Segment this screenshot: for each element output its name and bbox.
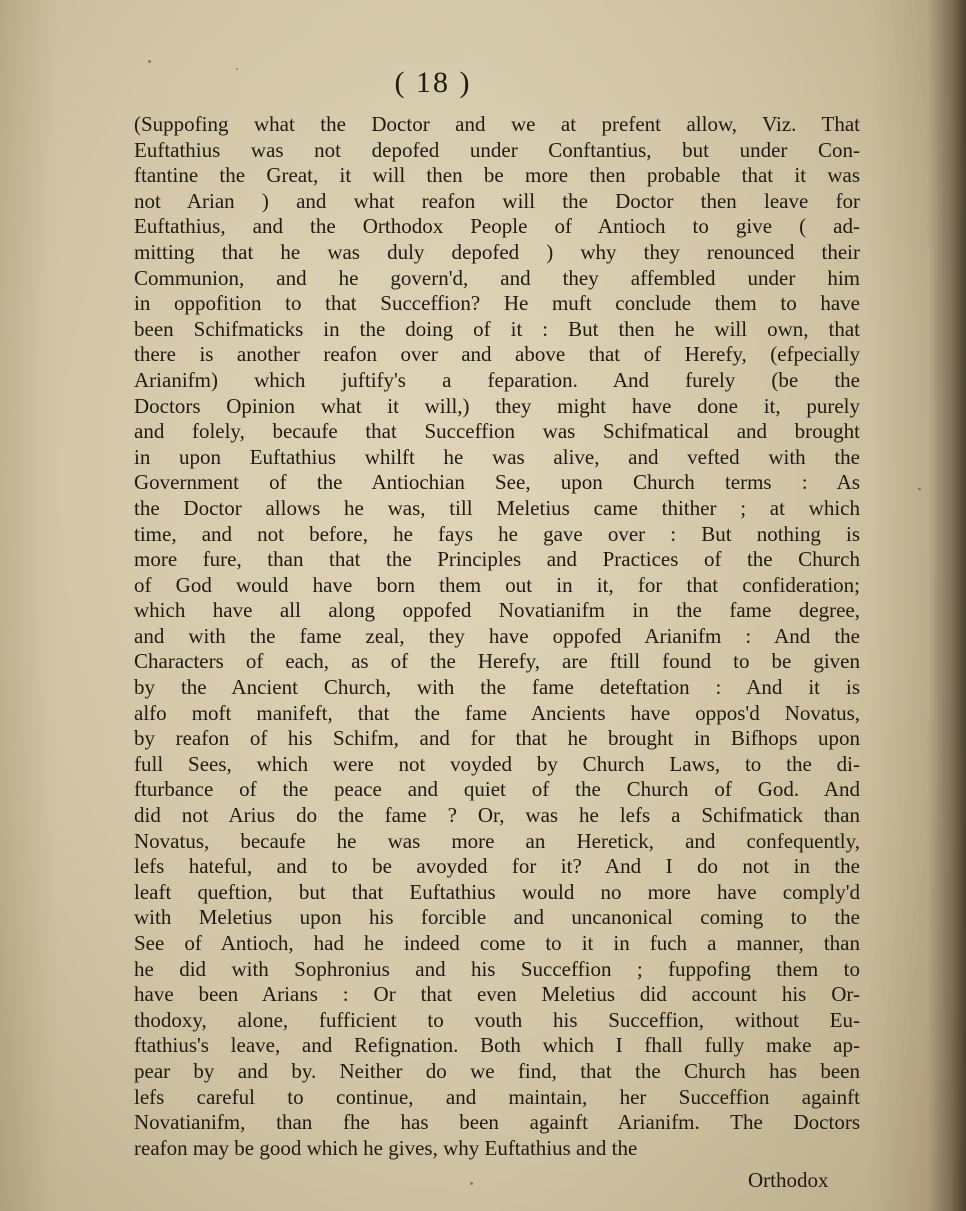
text-line: have been Arians : Or that even Meletius did account his Or-	[134, 982, 860, 1007]
text-line: and folely, becaufe that Succeffion was Schifmatical and brought	[134, 419, 860, 444]
text-line: with Meletius upon his forcible and uncanonical coming to the	[134, 905, 860, 930]
text-line: Doctors Opinion what it will,) they might have done it, purely	[134, 393, 860, 418]
text-line: Government of the Antiochian See, upon Church terms : As	[134, 470, 860, 495]
text-line: time, and not before, he fays he gave over : But nothing is	[134, 521, 860, 546]
text-line: he did with Sophronius and his Succeffion ; fuppofing them to	[134, 956, 860, 981]
text-line: See of Antioch, had he indeed come to it in fuch a manner, than	[134, 931, 860, 955]
text-line: Communion, and he govern'd, and they affembled under him	[134, 265, 860, 290]
text-line: been Schifmaticks in the doing of it : But then he will own, that	[134, 316, 860, 341]
text-line: ftathius's leave, and Refignation. Both which I fhall fully make ap-	[134, 1033, 860, 1058]
text-line: leaft queftion, but that Euftathius would no more have comply'd	[134, 879, 860, 904]
text-line: more fure, than that the Principles and Practices of the Church	[134, 547, 860, 572]
text-line: Characters of each, as of the Herefy, are ftill found to be given	[134, 649, 860, 674]
text-line: the Doctor allows he was, till Meletius came thither ; at which	[134, 495, 860, 520]
text-line: of God would have born them out in it, for that confideration;	[134, 572, 860, 597]
text-line: Novatianifm, than fhe has been againft Arianifm. The Doctors	[134, 1110, 860, 1135]
paper-speck	[236, 68, 238, 70]
text-line: in upon Euftathius whilft he was alive, and vefted with the	[134, 444, 860, 469]
text-line: Euftathius was not depofed under Conftantius, but under Con-	[134, 137, 860, 162]
text-line: and with the fame zeal, they have oppofed Arianifm : And the	[134, 623, 860, 648]
paper-speck	[148, 60, 151, 63]
text-line: mitting that he was duly depofed ) why they renounced their	[134, 239, 860, 264]
text-line: Arianifm) which juftify's a feparation. And furely (be the	[134, 367, 860, 392]
text-line: Novatus, becaufe he was more an Heretick, and confequently,	[134, 828, 860, 853]
text-line: Euftathius, and the Orthodox People of Antioch to give ( ad-	[134, 214, 860, 239]
page-number: ( 18 )	[394, 66, 472, 99]
text-line: lefs hateful, and to be avoyded for it? And I do not in the	[134, 854, 860, 879]
paper-speck	[470, 1182, 473, 1185]
text-line: full Sees, which were not voyded by Church Laws, to the di-	[134, 751, 860, 776]
text-line: thodoxy, alone, fufficient to vouth his Succeffion, without Eu-	[134, 1007, 860, 1032]
text-line: in oppofition to that Succeffion? He muft conclude them to have	[134, 291, 860, 316]
text-line: (Suppofing what the Doctor and we at prefent allow, Viz. That	[134, 112, 860, 136]
text-line: there is another reafon over and above that of Herefy, (efpecially	[134, 342, 860, 367]
text-line: not Arian ) and what reafon will the Doctor then leave for	[134, 188, 860, 213]
text-line: by the Ancient Church, with the fame deteftation : And it is	[134, 675, 860, 700]
text-line: ftantine the Great, it will then be more then probable that it was	[134, 163, 860, 188]
text-line: fturbance of the peace and quiet of the Church of God. And	[134, 777, 860, 802]
text-line: reafon may be good which he gives, why Euftathius and the	[134, 1135, 638, 1160]
text-line: which have all along oppofed Novatianifm in the fame degree,	[134, 598, 860, 623]
text-line: by reafon of his Schifm, and for that he brought in Bifhops upon	[134, 726, 860, 751]
text-line: alfo moft manifeft, that the fame Ancients have oppos'd Novatus,	[134, 700, 860, 725]
catchword: Orthodox	[748, 1168, 829, 1192]
text-line: did not Arius do the fame ? Or, was he lefs a Schifmatick than	[134, 803, 860, 828]
paper-speck	[918, 488, 921, 490]
text-line: pear by and by. Neither do we find, that the Church has been	[134, 1058, 860, 1083]
page-gutter-shadow	[928, 0, 966, 1211]
text-line: lefs careful to continue, and maintain, her Succeffion againft	[134, 1084, 860, 1109]
body-text	[134, 112, 860, 1161]
